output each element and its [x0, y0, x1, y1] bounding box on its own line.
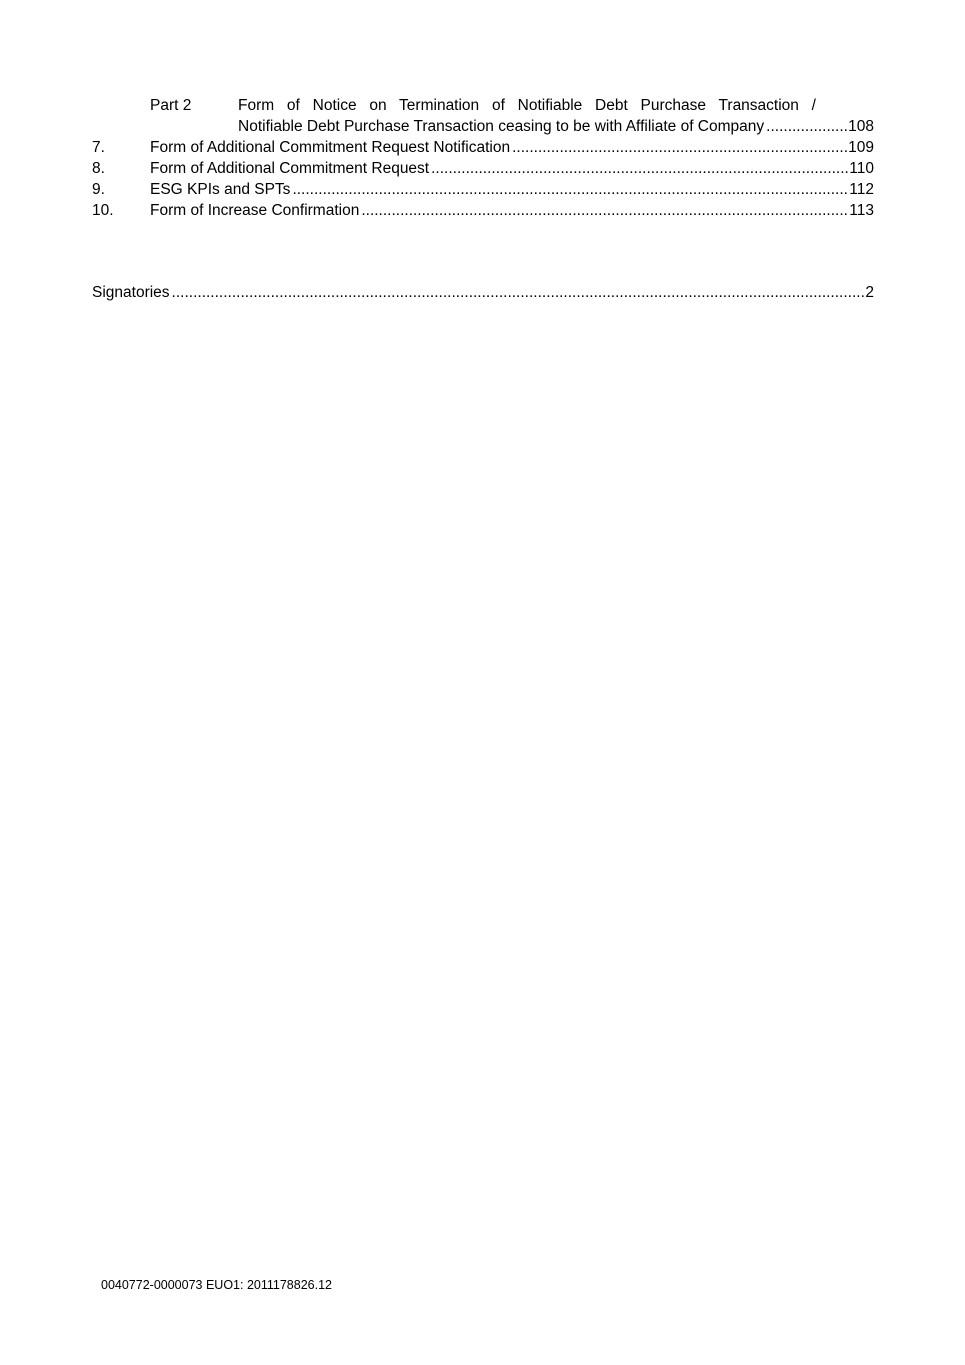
toc-entry[interactable] — [92, 158, 874, 179]
toc-part-title-line2: Notifiable Debt Purchase Transaction ceasing to be with Affiliate of Company — [238, 118, 765, 135]
toc-page-number: 2 — [865, 284, 874, 301]
toc-part2-row-2[interactable] — [92, 116, 874, 137]
dot-leader — [766, 116, 847, 137]
toc-entry[interactable] — [92, 179, 874, 200]
toc-part-label: Part 2 — [150, 97, 192, 114]
toc-page-number: 109 — [848, 139, 874, 156]
toc-entry-number: 10. — [92, 202, 114, 219]
dot-leader — [361, 200, 848, 221]
toc-entry-number: 8. — [92, 160, 105, 177]
toc-entry[interactable] — [92, 200, 874, 221]
signatories-section — [92, 282, 874, 303]
toc-page-number: 110 — [849, 160, 874, 177]
toc-signatories-row[interactable] — [92, 282, 874, 303]
toc-entry-title: ESG KPIs and SPTs — [150, 181, 291, 198]
toc-entry-title: Form of Increase Confirmation — [150, 202, 360, 219]
dot-leader — [512, 137, 847, 158]
toc-entry[interactable] — [92, 137, 874, 158]
toc-entry-number: 9. — [92, 181, 105, 198]
toc-entry-number: 7. — [92, 139, 105, 156]
dot-leader — [292, 179, 848, 200]
toc-signatories-title: Signatories — [92, 284, 170, 301]
toc-page-number: 112 — [849, 181, 874, 198]
toc-entry-title: Form of Additional Commitment Request — [150, 160, 430, 177]
toc-entry-title: Form of Additional Commitment Request Notification — [150, 139, 511, 156]
toc-part-title-line1: Form of Notice on Termination of Notifiable Debt Purchase Transaction / — [238, 97, 816, 114]
toc-page-number: 108 — [848, 118, 874, 135]
toc-page-number: 113 — [849, 202, 874, 219]
document-reference-footer: 0040772-0000073 EUO1: 2011178826.12 — [101, 1278, 332, 1292]
dot-leader — [172, 282, 865, 303]
dot-leader — [431, 158, 848, 179]
toc-part2-row-1 — [92, 95, 874, 116]
table-of-contents — [92, 95, 874, 221]
